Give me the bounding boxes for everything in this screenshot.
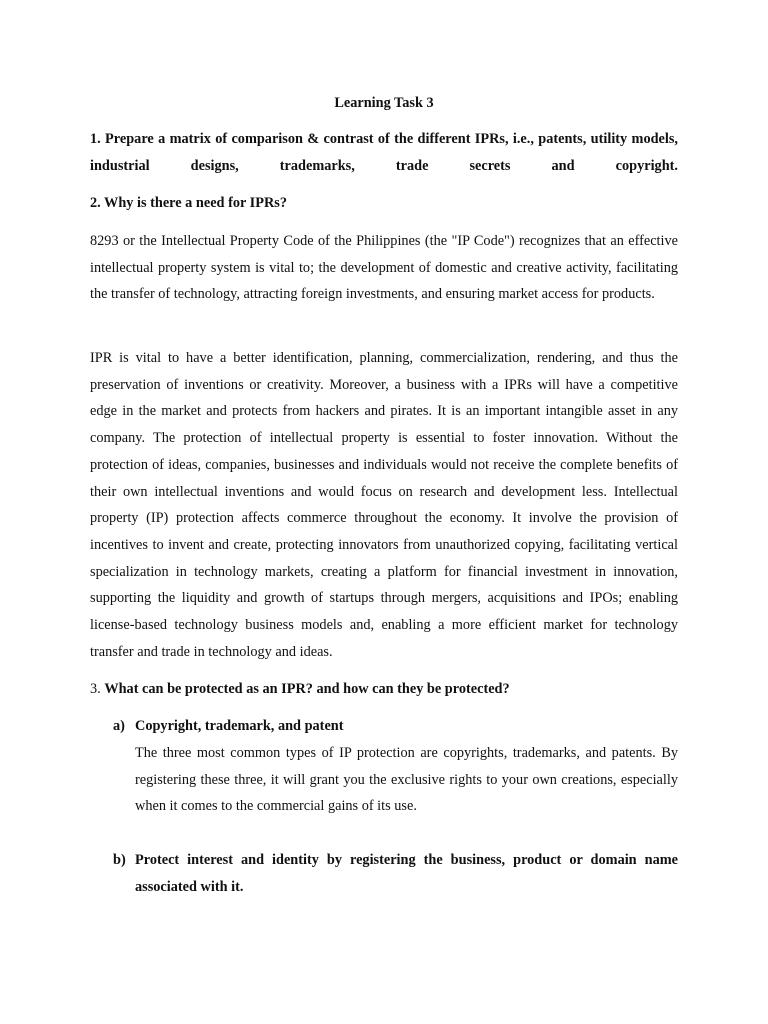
paragraph-ip-code: 8293 or the Intellectual Property Code of the Philippines (the "IP Code") recognizes that an effective intellectual property system is vital to; the development of domestic and creative activity, facilitating the transfer of technology, attracting foreign investments, and ensuring market access for products.: [90, 233, 678, 303]
item-b-heading: Protect interest and identity by registering the business, product or domain name associated with it.: [135, 852, 678, 895]
paragraph-ipr-importance: IPR is vital to have a better identification, planning, commercialization, rendering, and thus the preservation of inventions or creativity. Moreover, a business with a IPRs will have a competitive edge in the market and protects from hackers and pirates. It is an important intangible asset in any company. The protection of intellectual property is essential to foster innovation. Without the protection of ideas, companies, businesses and individuals would not receive the complete benefits of their own intellectual inventions and would focus on research and development less. Intellectual property (IP) protection affects commerce throughout the economy. It involve the provision of incentives to invent and create, protecting innovators from unauthorized copying, facilitating vertical specialization in technology markets, creating a platform for financial investment in innovation, supporting the liquidity and growth of startups through mergers, acquisitions and IPOs; enabling license-based technology business models and, enabling a more efficient market for technology transfer and trade in technology and ideas.: [90, 350, 678, 660]
question-2: 2. Why is there a need for IPRs?: [90, 195, 287, 211]
item-a-body: The three most common types of IP protection are copyrights, trademarks, and patents. By registering these three, it will grant you the exclusive rights to your own creations, especially when it comes to the commercial gains of its use.: [135, 745, 678, 815]
item-b-label: b): [113, 852, 126, 868]
question-3-number: 3.: [90, 681, 101, 697]
question-1: 1. Prepare a matrix of comparison & contrast of the different IPRs, i.e., patents, utility models, industrial designs, trademarks, trade secrets and copyright.: [90, 131, 678, 174]
item-a-heading: Copyright, trademark, and patent: [135, 718, 344, 734]
item-a-label: a): [113, 718, 125, 734]
page-title: Learning Task 3: [334, 95, 434, 111]
question-3-text: What can be protected as an IPR? and how can they be protected?: [104, 681, 510, 697]
question-3: [90, 676, 678, 703]
